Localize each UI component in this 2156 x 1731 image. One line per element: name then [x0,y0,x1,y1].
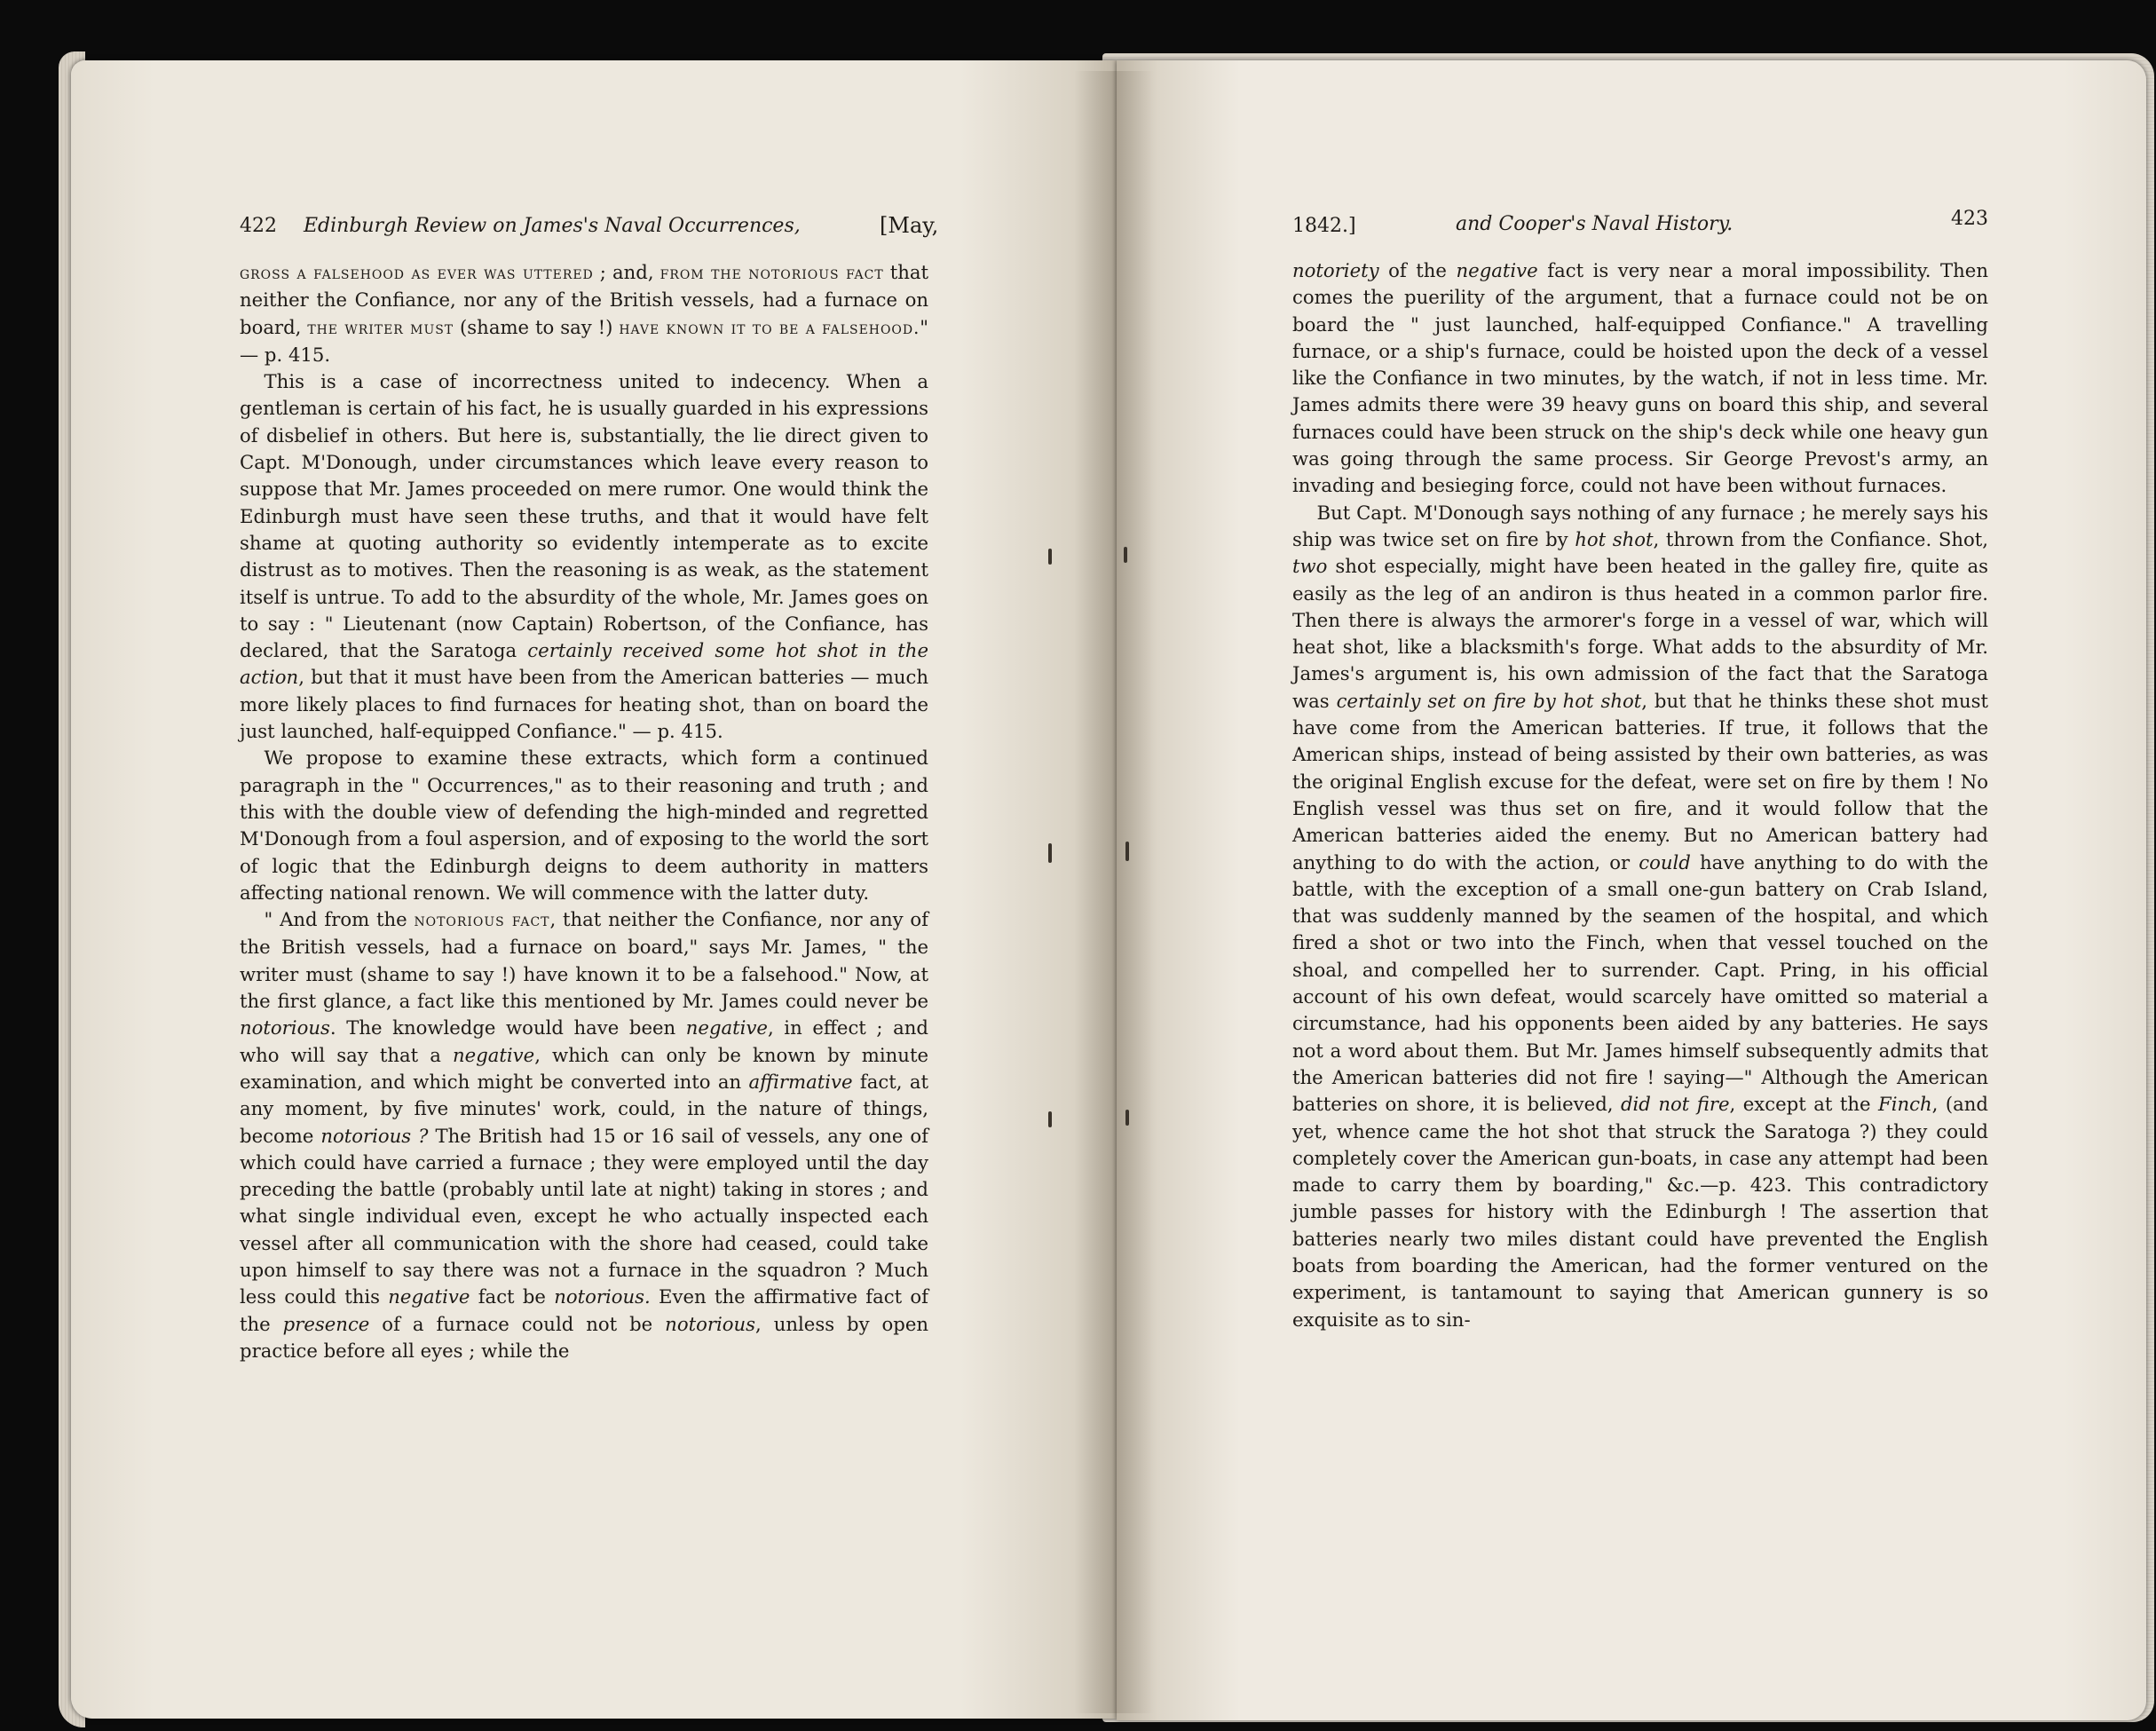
italic-text: notoriety [1292,259,1379,281]
text-run: We propose to examine these extracts, which form a continued paragraph in the " Occurrences," as to their reasoning and truth ; and this with the double view of defending the high-minded and regretted M'Donough from a foul aspersion, and of exposing to the world the sort of logic that the Edinburgh deigns to deem authority in matters affecting national renown. We will commence with the latter duty. [240,747,928,904]
italic-text: notorious [665,1312,756,1335]
text-run: , unless by open practice before all eyes ; while the [240,1312,929,1362]
text-run: , (and yet, whence came the hot shot that struck the Saratoga ?) they could completely cover the American gun-boats, in case any attempt had been made to carry them by boarding," &c.—p. 423. This contradictory jumble passes for history with the Edinburgh ! The assertion that batteries nearly two miles distant could have prevented the English boats from boarding the American, had the former ventured on the experiment, is tantamount to saying that American gunnery is so exquisite as to sin- [1292,1093,1988,1331]
italic-text: notorious [240,1016,330,1039]
text-run: This is a case of incorrectness united to indecency. When a gentleman is certain of his fact, he is usually guarded in his expressions of disbelief in others. But here is, substantially, the lie direct given to Capt. M'Donough, under circumstances which leave every reason to suppose that Mr. James proceeded on mere rumor. One would think the Edinburgh must have seen these truths, and that it would have felt shame at quoting authority so evidently intemperate as to excite distrust as to motives. Then the reasoning is as weak, as the statement itself is untrue. To add to the absurdity of the whole, Mr. James goes on to say : " Lieutenant (now Captain) Robertson, of the Confiance, has declared, that the Saratoga [240,370,929,662]
text-run: that neither the Confiance, nor any of the British vessels, had a furnace on board, [240,261,929,338]
text-run: , but that it must have been from the American batteries — much more likely places to find furnaces for heating shot, than on board the just launched, half-equipped Confiance." — p. 415. [240,666,928,743]
paragraph [240,745,928,906]
small-caps-text: the writer must [307,317,454,338]
small-caps-text: have known it to be a falsehood. [619,317,920,338]
text-run: shot especially, might have been heated in the galley fire, quite as easily as the leg of an andiron is thus heated in a common parlor fire. Then there is always the armorer's forge in a vessel of war, which will heat shot, like a blacksmith's forge. What adds to the absurdity of Mr. James's argument is, his own admission of the fact that the Saratoga was [1292,555,1988,712]
left-page [71,60,1117,1719]
text-run: of the [1378,259,1457,281]
text-run: " And from the [264,908,415,931]
text-run: " — p. 415. [240,315,928,366]
right-page-body [1292,257,1988,1333]
binding-stitch [1048,1111,1052,1127]
text-run: , that neither the Confiance, nor any of the British vessels, had a furnace on board," says Mr. James, " the writer must (shame to say !) have known it to be a falsehood." Now, at the first glance, a fact like this mentioned by Mr. James could never be [240,908,928,1013]
text-run: , which can only be known by minute examination, and which might be converted into an [240,1043,928,1093]
text-run: ; and, [593,261,660,283]
gutter-shadow [1074,71,1154,1713]
text-run: , in effect ; and who will say that a [240,1016,928,1066]
text-run: of a furnace could not be [369,1312,666,1335]
left-date-bracket: [May, [880,213,939,238]
text-run: fact is very near a moral impossibility. Then comes the puerility of the argument, that a furnace could not be on board the " just launched, half-equipped Confiance." A travelling furnace, or a ship's furnace, could be hoisted upon the deck of a vessel like the Confiance in two minutes, by the watch, if not in less time. Mr. James admits there were 39 heavy guns on board this ship, and several furnaces could have been struck on the ship's deck while one heavy gun was going through the same process. Sir George Prevost's army, an invading and besieging force, could not have been without furnaces. [1292,259,1988,497]
text-run: The British had 15 or 16 sail of vessels, any one of which could have carried a furnace ; they were employed until the day preceding the battle (probably until late at night) taking in stores ; and what single individual even, except he who actually inspected each vessel after all communication with the shore had ceased, could take upon himself to say there was not a furnace in the squadron ? Much less could this [240,1124,928,1308]
binding-stitch [1125,842,1129,861]
open-book [36,44,2148,1722]
text-run: fact be [470,1285,555,1308]
italic-text: certainly set on fire by hot shot [1336,689,1642,712]
italic-text: notorious ? [320,1124,429,1147]
small-caps-text: from the notorious fact [659,263,884,283]
italic-text: hot shot [1575,527,1654,550]
italic-text: two [1292,555,1328,578]
binding-stitch [1048,843,1052,863]
paragraph [240,368,928,745]
italic-text: certainly received some hot shot in the action [240,639,928,689]
paragraph [240,259,928,368]
italic-text: did not fire [1620,1093,1730,1116]
binding-stitch [1048,549,1052,565]
italic-text: notorious. [554,1285,651,1308]
left-running-title: Edinburgh Review on James's Naval Occurrences, [304,215,801,237]
left-page-body [240,259,928,1364]
italic-text: presence [282,1312,370,1335]
small-caps-text: notorious fact [414,910,550,931]
left-page-number: 422 [240,215,277,237]
text-run: (shame to say !) [454,315,620,338]
right-page [1117,60,2146,1720]
paragraph [240,906,928,1364]
italic-text: Finch [1878,1093,1932,1116]
small-caps-text: gross a falsehood as ever was uttered [240,263,594,283]
text-run: have anything to do with the battle, with the exception of a small one-gun battery on Crab Island, that was suddenly manned by the seamen of the hospital, and which fired a shot or two into the Finch, when that vessel touched on the shoal, and compelled her to surrender. Capt. Pring, in his official account of his own defeat, would scarcely have omitted so material a circumstance, had his opponents been aided by any batteries. He says not a word about them. But Mr. James himself subsequently admits that the American batteries did not fire ! saying—" Although the American batteries on shore, it is believed, [1292,850,1988,1116]
paragraph [1292,500,1988,1333]
right-page-number: 423 [1951,208,1988,230]
italic-text: negative [388,1285,470,1308]
italic-text: negative [453,1043,535,1066]
text-run: . The knowledge would have been [329,1016,686,1039]
text-run: But Capt. M'Donough says nothing of any furnace ; he merely says his ship was twice set on fire by [1292,501,1988,550]
italic-text: negative [1456,259,1538,281]
text-run: Even the affirmative fact of the [240,1285,928,1335]
right-date-bracket: 1842.] [1292,215,1356,237]
italic-text: could [1639,850,1691,873]
binding-stitch [1124,547,1127,563]
italic-text: affirmative [748,1070,853,1093]
paragraph [1292,257,1988,500]
text-run: , thrown from the Confiance. Shot, [1653,527,1988,550]
text-run: fact, at any moment, by five minutes' work, could, in the nature of things, become [240,1070,928,1147]
text-run: , but that he thinks these shot must have come from the American batteries. If true, it follows that the American ships, instead of being assisted by their own batteries, as was the original English excuse for the defeat, were set on fire by them ! No English vessel was thus set on fire, and it would follow that the American batteries aided the enemy. But no American battery had anything to do with the action, or [1292,689,1988,873]
right-running-title: and Cooper's Naval History. [1456,213,1733,235]
text-run: , except at the [1729,1093,1879,1116]
italic-text: negative [685,1016,768,1039]
binding-stitch [1125,1110,1129,1126]
